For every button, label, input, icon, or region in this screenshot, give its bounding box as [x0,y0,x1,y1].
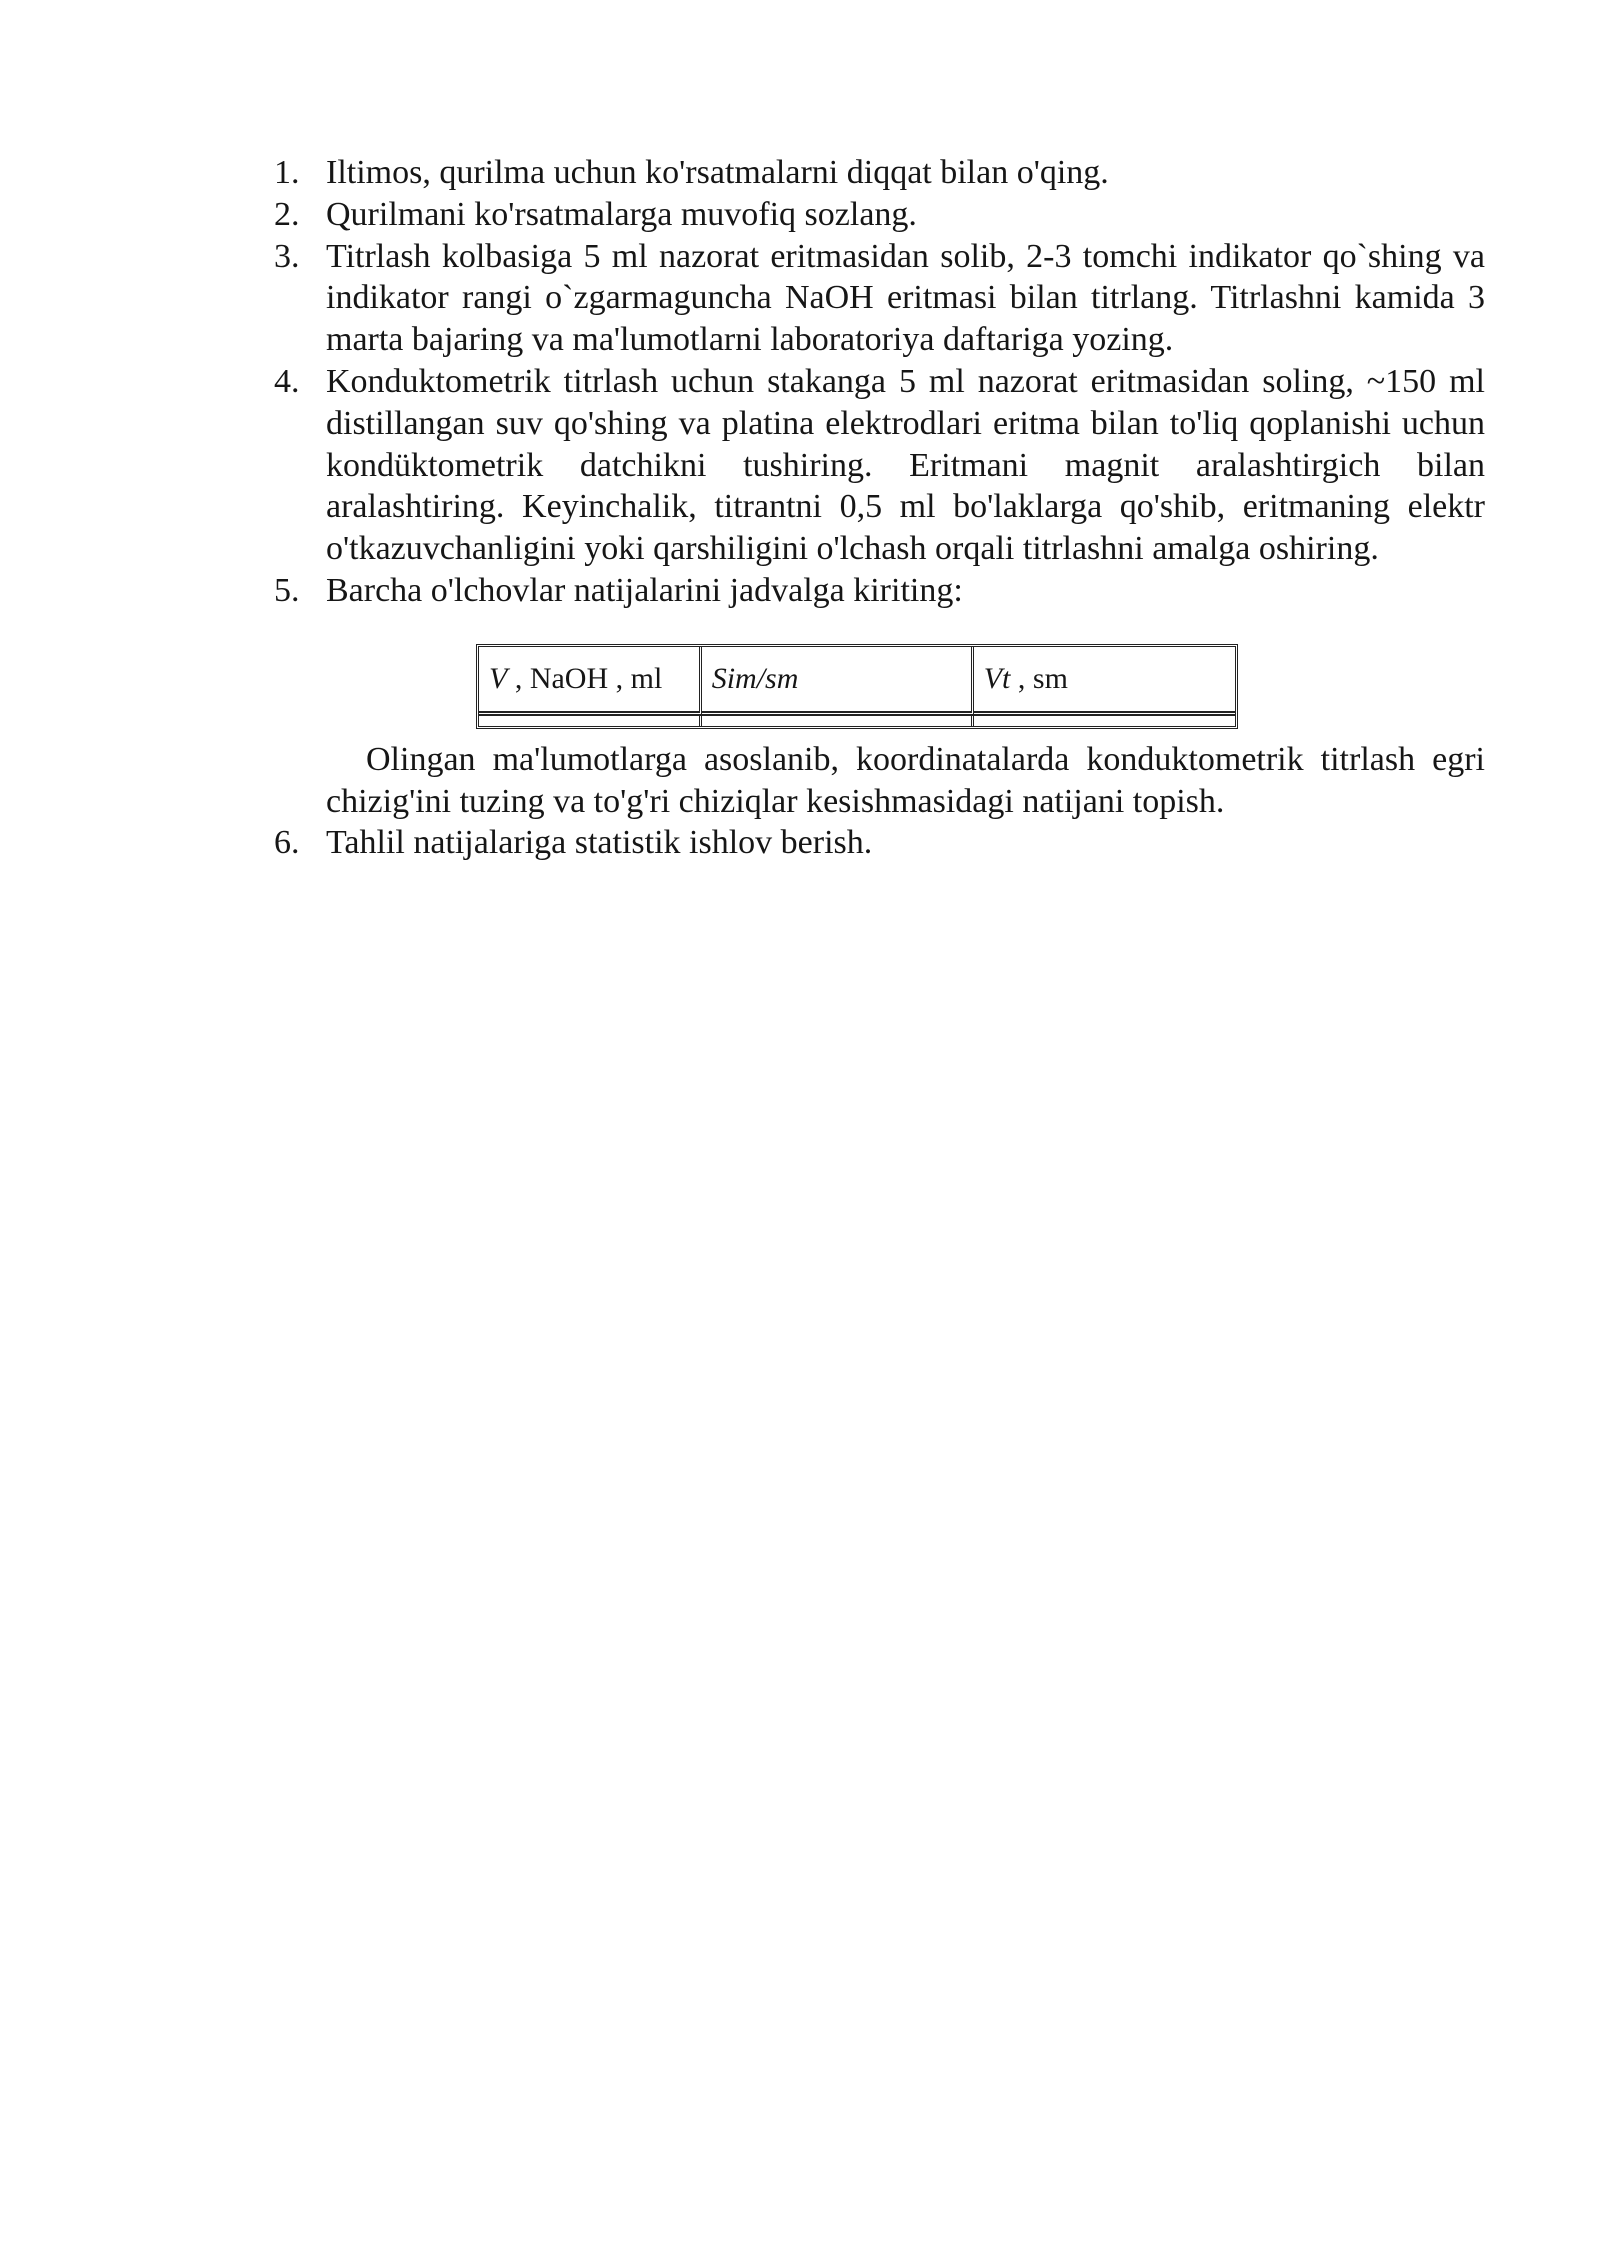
table-header-conductivity: Sim/sm [702,647,974,716]
result-paragraph: Olingan ma'lumotlarga asoslanib, koordinatalarda konduktometrik titrlash egri chizig'ini tuzing va to'g'ri chiziqlar kesishmasidagi natijani topish. [326,740,1485,820]
step-text: Iltimos, qurilma uchun ko'rsatmalarni diqqat bilan o'qing. [326,154,1109,191]
table-row [479,716,1235,726]
list-item [274,361,1485,570]
steps-list-continued [274,822,1485,864]
step-text: Tahlil natijalariga statistik ishlov berish. [326,824,873,862]
scan-margin [0,0,305,2262]
step-text: Titrlash kolbasiga 5 ml nazorat eritmasidan solib, 2-3 tomchi indikator qo`shing va indikator rangi o`zgarmaguncha NaOH eritmasi bilan titrlang. Titrlashni kamida 3 marta bajaring va ma'lumotlarni laboratoriya daftariga yozing. [326,237,1485,359]
list-item [274,570,1485,612]
table-cell [702,716,974,726]
table-header-vt: Vt , sm [974,647,1235,716]
step-number: 6. [274,824,300,862]
list-item [274,822,1485,864]
step-number: 4. [274,362,300,400]
list-item [274,194,1485,236]
table-cell [479,716,702,726]
step-number: 3. [274,237,300,275]
list-item [274,152,1485,194]
table-cell [974,716,1235,726]
measurement-table-wrapper [476,644,1238,729]
step-number: 1. [274,154,300,191]
step-text: Qurilmani ko'rsatmalarga muvofiq sozlang. [326,195,917,233]
step-number: 2. [274,195,300,233]
list-item [274,236,1485,361]
steps-list [274,152,1485,612]
table-header-row [479,647,1235,716]
step-number: 5. [274,571,300,609]
table-header-volume: V , NaOH , ml [479,647,702,716]
instructions-body [274,152,1485,864]
measurement-table [476,644,1238,729]
step-text: Konduktometrik titrlash uchun stakanga 5 ml nazorat eritmasidan soling, ~150 ml distillangan suv qo'shing va platina elektrodlari eritma bilan to'liq qoplanishi uchun kondüktometrik datchikni tushiring. Eritmani magnit aralashtirgich bilan aralashtiring. Keyinchalik, titrantni 0,5 ml bo'laklarga qo'shib, eritmaning elektr o'tkazuvchanligini yoki qarshiligini o'lchash orqali titrlashni amalga oshiring. [326,362,1485,568]
step-text: Barcha o'lchovlar natijalarini jadvalga kiriting: [326,571,963,609]
